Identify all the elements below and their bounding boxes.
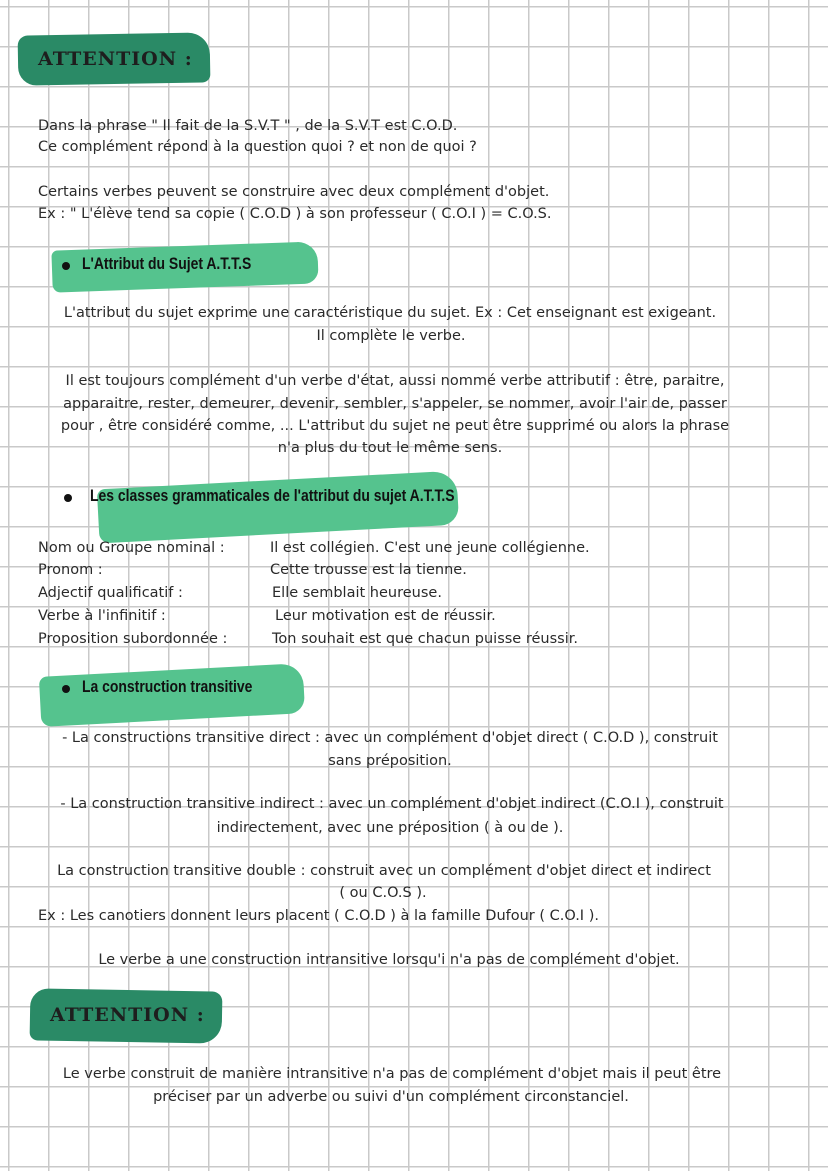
table-row-label: Nom ou Groupe nominal : bbox=[38, 540, 225, 556]
transitive-direct-line-2: sans préposition. bbox=[328, 753, 452, 769]
transitive-indirect-line-1: - La construction transitive indirect : avec un complément d'objet indirect (C.O.I ), construit bbox=[60, 796, 724, 812]
transitive-indirect-line-2: indirectement, avec une préposition ( à ou de ). bbox=[216, 820, 564, 836]
transitive-double-line-2: ( ou C.O.S ). bbox=[339, 885, 427, 901]
table-row-label: Pronom : bbox=[38, 562, 103, 578]
section-heading-classes: Les classes grammaticales de l'attribut du sujet A.T.T.S bbox=[90, 486, 455, 505]
table-row-example: Il est collégien. C'est une jeune collégienne. bbox=[270, 540, 590, 556]
table-row-example: Cette trousse est la tienne. bbox=[270, 562, 467, 578]
table-row-label: Verbe à l'infinitif : bbox=[38, 608, 166, 624]
atts-para-line-4: n'a plus du tout le même sens. bbox=[277, 440, 503, 456]
transitive-double-line-1: La construction transitive double : construit avec un complément d'objet direct et indirect bbox=[57, 863, 711, 879]
bullet-icon bbox=[62, 685, 70, 693]
transitive-example: Ex : Les canotiers donnent leurs placent ( C.O.D ) à la famille Dufour ( C.O.I ). bbox=[38, 908, 599, 924]
intro-line-1: Dans la phrase " Il fait de la S.V.T " , de la S.V.T est C.O.D. bbox=[38, 118, 458, 134]
table-row-example: Elle semblait heureuse. bbox=[272, 585, 442, 601]
bullet-icon bbox=[62, 262, 70, 270]
intransitive-line: Le verbe a une construction intransitive lorsqu'i n'a pas de complément d'objet. bbox=[98, 952, 680, 968]
atts-def-line-1: L'attribut du sujet exprime une caractéristique du sujet. Ex : Cet enseignant est exigeant. bbox=[63, 305, 717, 321]
transitive-direct-line-1: - La constructions transitive direct : avec un complément d'objet direct ( C.O.D ), construit bbox=[62, 730, 718, 746]
table-row-example: Ton souhait est que chacun puisse réussir. bbox=[272, 631, 578, 647]
table-row-example: Leur motivation est de réussir. bbox=[275, 608, 496, 624]
bullet-icon bbox=[64, 494, 72, 502]
heading-brush-classes bbox=[97, 471, 459, 544]
intro-line-2: Ce complément répond à la question quoi ? et non de quoi ? bbox=[38, 139, 477, 155]
section-heading-atts: L'Attribut du Sujet A.T.T.S bbox=[82, 254, 252, 273]
atts-para-line-1: Il est toujours complément d'un verbe d'état, aussi nommé verbe attributif : être, paraitre, bbox=[65, 373, 725, 389]
atts-para-line-2: apparaitre, rester, demeurer, devenir, sembler, s'appeler, se nommer, avoir l'air de, passer bbox=[63, 396, 727, 412]
intro-line-3: Certains verbes peuvent se construire avec deux complément d'objet. bbox=[38, 184, 550, 200]
attention-2-line-1: Le verbe construit de manière intransitive n'a pas de complément d'objet mais il peut être bbox=[62, 1066, 722, 1082]
intro-line-4: Ex : " L'élève tend sa copie ( C.O.D ) à son professeur ( C.O.I ) = C.O.S. bbox=[38, 206, 552, 222]
attention-2-line-2: préciser par un adverbe ou suivi d'un complément circonstanciel. bbox=[153, 1089, 629, 1105]
attention-label-1: ATTENTION : bbox=[38, 48, 193, 70]
attention-label-2: ATTENTION : bbox=[50, 1004, 205, 1026]
atts-def-line-2: Il complète le verbe. bbox=[316, 328, 466, 344]
table-row-label: Adjectif qualificatif : bbox=[38, 585, 183, 601]
section-heading-transitive: La construction transitive bbox=[82, 677, 253, 696]
table-row-label: Proposition subordonnée : bbox=[38, 631, 228, 647]
atts-para-line-3: pour , être considéré comme, ... L'attribut du sujet ne peut être supprimé ou alors la phrase bbox=[60, 418, 730, 434]
